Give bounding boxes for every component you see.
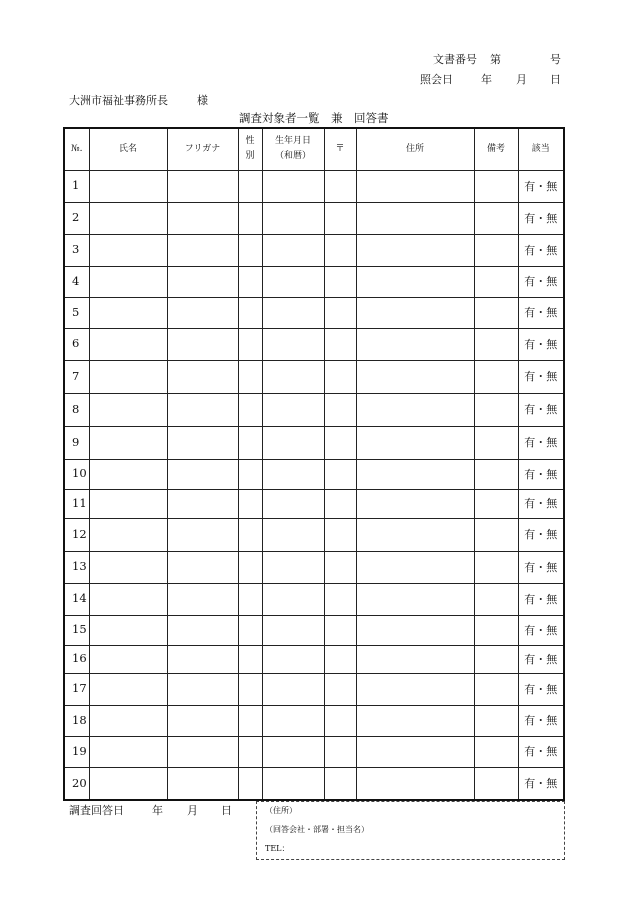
col-address: 住所: [356, 128, 474, 170]
blank-cell: [238, 202, 262, 234]
blank-cell: [474, 615, 518, 645]
applicable-status: 有・無: [518, 202, 564, 234]
honorific: 様: [197, 94, 208, 107]
table-row: [64, 426, 564, 459]
blank-cell: [474, 583, 518, 615]
blank-cell: [356, 736, 474, 767]
blank-cell: [89, 328, 167, 360]
blank-cell: [89, 489, 167, 518]
row-number: 4: [64, 266, 89, 297]
blank-cell: [474, 328, 518, 360]
blank-cell: [167, 170, 238, 202]
blank-cell: [167, 234, 238, 266]
blank-cell: [89, 360, 167, 393]
row-number: 16: [64, 645, 89, 673]
blank-cell: [167, 551, 238, 583]
table-row: [64, 360, 564, 393]
blank-cell: [474, 266, 518, 297]
blank-cell: [324, 170, 356, 202]
blank-cell: [324, 266, 356, 297]
blank-cell: [262, 202, 324, 234]
col-applicable: 該当: [518, 128, 564, 170]
row-number: 10: [64, 459, 89, 489]
blank-cell: [474, 202, 518, 234]
blank-cell: [89, 459, 167, 489]
table-row: [64, 736, 564, 767]
blank-cell: [167, 202, 238, 234]
blank-cell: [356, 234, 474, 266]
row-number: 3: [64, 234, 89, 266]
table-row: [64, 615, 564, 645]
row-number: 6: [64, 328, 89, 360]
blank-cell: [356, 518, 474, 551]
col-birthdate-line1: 生年月日: [274, 136, 311, 147]
blank-cell: [238, 426, 262, 459]
col-remarks: 備考: [474, 128, 518, 170]
blank-cell: [474, 645, 518, 673]
blank-cell: [474, 297, 518, 328]
blank-cell: [324, 518, 356, 551]
col-name: 氏名: [89, 128, 167, 170]
blank-cell: [324, 615, 356, 645]
blank-cell: [167, 518, 238, 551]
col-postal: 〒: [324, 128, 356, 170]
blank-cell: [167, 328, 238, 360]
table-row: [64, 297, 564, 328]
blank-cell: [167, 673, 238, 705]
blank-cell: [167, 266, 238, 297]
blank-cell: [356, 489, 474, 518]
applicable-status: 有・無: [518, 459, 564, 489]
blank-cell: [238, 489, 262, 518]
blank-cell: [89, 673, 167, 705]
blank-cell: [262, 266, 324, 297]
blank-cell: [262, 736, 324, 767]
row-number: 20: [64, 767, 89, 800]
answer-box: [256, 801, 565, 860]
answer-day-label: 日: [221, 804, 232, 817]
blank-cell: [324, 360, 356, 393]
blank-cell: [262, 645, 324, 673]
blank-cell: [238, 673, 262, 705]
row-number: 18: [64, 705, 89, 736]
applicable-status: 有・無: [518, 645, 564, 673]
blank-cell: [356, 202, 474, 234]
blank-cell: [324, 489, 356, 518]
row-number: 15: [64, 615, 89, 645]
blank-cell: [89, 767, 167, 800]
blank-cell: [167, 459, 238, 489]
blank-cell: [238, 328, 262, 360]
blank-cell: [262, 328, 324, 360]
blank-cell: [238, 266, 262, 297]
blank-cell: [262, 551, 324, 583]
applicable-status: 有・無: [518, 551, 564, 583]
blank-cell: [262, 170, 324, 202]
blank-cell: [262, 705, 324, 736]
row-number: 11: [64, 489, 89, 518]
blank-cell: [238, 615, 262, 645]
blank-cell: [324, 551, 356, 583]
doc-number-suffix: 号: [550, 53, 561, 66]
table-row: [64, 170, 564, 202]
page-title: 調査対象者一覧 兼 回答書: [239, 111, 389, 125]
applicable-status: 有・無: [518, 736, 564, 767]
blank-cell: [89, 234, 167, 266]
blank-cell: [356, 360, 474, 393]
applicable-status: 有・無: [518, 328, 564, 360]
applicable-status: 有・無: [518, 615, 564, 645]
blank-cell: [89, 615, 167, 645]
blank-cell: [89, 551, 167, 583]
blank-cell: [167, 615, 238, 645]
blank-cell: [262, 673, 324, 705]
table-row: [64, 673, 564, 705]
blank-cell: [324, 234, 356, 266]
blank-cell: [324, 426, 356, 459]
blank-cell: [238, 518, 262, 551]
blank-cell: [167, 583, 238, 615]
blank-cell: [474, 360, 518, 393]
row-number: 9: [64, 426, 89, 459]
blank-cell: [356, 767, 474, 800]
inquiry-day-label: 日: [550, 73, 561, 86]
table-row: [64, 202, 564, 234]
blank-cell: [324, 328, 356, 360]
table-row: [64, 234, 564, 266]
blank-cell: [238, 170, 262, 202]
blank-cell: [238, 736, 262, 767]
blank-cell: [167, 645, 238, 673]
blank-cell: [167, 705, 238, 736]
blank-cell: [356, 615, 474, 645]
inquiry-month-label: 月: [516, 73, 527, 86]
col-birthdate: [262, 128, 324, 170]
blank-cell: [324, 645, 356, 673]
blank-cell: [262, 489, 324, 518]
blank-cell: [324, 673, 356, 705]
answer-tel-label: TEL：: [265, 844, 290, 853]
blank-cell: [324, 393, 356, 426]
blank-cell: [474, 705, 518, 736]
table-row: [64, 583, 564, 615]
col-birthdate-line2: （和暦）: [274, 151, 311, 162]
blank-cell: [89, 266, 167, 297]
row-number: 2: [64, 202, 89, 234]
applicable-status: 有・無: [518, 489, 564, 518]
blank-cell: [324, 583, 356, 615]
blank-cell: [356, 393, 474, 426]
row-number: 13: [64, 551, 89, 583]
blank-cell: [167, 426, 238, 459]
blank-cell: [262, 426, 324, 459]
blank-cell: [262, 459, 324, 489]
blank-cell: [89, 426, 167, 459]
row-number: 17: [64, 673, 89, 705]
blank-cell: [167, 489, 238, 518]
blank-cell: [324, 736, 356, 767]
applicable-status: 有・無: [518, 583, 564, 615]
blank-cell: [356, 673, 474, 705]
row-number: 8: [64, 393, 89, 426]
blank-cell: [89, 297, 167, 328]
applicable-status: 有・無: [518, 297, 564, 328]
table-row: [64, 393, 564, 426]
answer-company-label: （回答会社・部署・担当名）: [265, 825, 369, 834]
blank-cell: [262, 767, 324, 800]
blank-cell: [167, 393, 238, 426]
applicable-status: 有・無: [518, 767, 564, 800]
blank-cell: [474, 170, 518, 202]
blank-cell: [356, 645, 474, 673]
table-row: [64, 266, 564, 297]
blank-cell: [356, 551, 474, 583]
blank-cell: [474, 393, 518, 426]
blank-cell: [474, 459, 518, 489]
blank-cell: [238, 767, 262, 800]
blank-cell: [89, 705, 167, 736]
col-gender-line2: 別: [245, 151, 255, 162]
answer-year-label: 年: [152, 804, 163, 817]
blank-cell: [474, 551, 518, 583]
blank-cell: [324, 705, 356, 736]
blank-cell: [89, 393, 167, 426]
table-row: [64, 767, 564, 800]
blank-cell: [167, 360, 238, 393]
blank-cell: [262, 518, 324, 551]
blank-cell: [238, 297, 262, 328]
blank-cell: [356, 459, 474, 489]
applicable-status: 有・無: [518, 360, 564, 393]
blank-cell: [474, 673, 518, 705]
applicable-status: 有・無: [518, 705, 564, 736]
blank-cell: [262, 360, 324, 393]
applicable-status: 有・無: [518, 234, 564, 266]
blank-cell: [89, 518, 167, 551]
row-number: 19: [64, 736, 89, 767]
blank-cell: [356, 297, 474, 328]
col-furigana: フリガナ: [167, 128, 238, 170]
table-header-row: [64, 128, 564, 170]
blank-cell: [474, 426, 518, 459]
row-number: 12: [64, 518, 89, 551]
blank-cell: [262, 583, 324, 615]
blank-cell: [356, 328, 474, 360]
applicable-status: 有・無: [518, 393, 564, 426]
applicable-status: 有・無: [518, 518, 564, 551]
blank-cell: [167, 767, 238, 800]
blank-cell: [474, 736, 518, 767]
blank-cell: [89, 736, 167, 767]
applicable-status: 有・無: [518, 673, 564, 705]
blank-cell: [238, 360, 262, 393]
answer-address-label: （住所）: [265, 806, 297, 815]
table-row: [64, 328, 564, 360]
blank-cell: [262, 234, 324, 266]
blank-cell: [89, 202, 167, 234]
table-row: [64, 489, 564, 518]
blank-cell: [356, 170, 474, 202]
blank-cell: [238, 645, 262, 673]
blank-cell: [262, 615, 324, 645]
inquiry-year-label: 年: [481, 73, 492, 86]
blank-cell: [262, 297, 324, 328]
table-row: [64, 551, 564, 583]
row-number: 1: [64, 170, 89, 202]
blank-cell: [238, 234, 262, 266]
col-gender: [238, 128, 262, 170]
applicable-status: 有・無: [518, 426, 564, 459]
blank-cell: [474, 489, 518, 518]
answer-month-label: 月: [187, 804, 198, 817]
blank-cell: [238, 551, 262, 583]
blank-cell: [238, 459, 262, 489]
blank-cell: [356, 583, 474, 615]
doc-number-prefix: 第: [490, 53, 501, 66]
blank-cell: [324, 202, 356, 234]
col-gender-line1: 性: [245, 136, 255, 147]
row-number: 5: [64, 297, 89, 328]
blank-cell: [356, 705, 474, 736]
blank-cell: [238, 583, 262, 615]
applicable-status: 有・無: [518, 266, 564, 297]
survey-table: [63, 127, 565, 801]
blank-cell: [356, 426, 474, 459]
addressee: 大洲市福祉事務所長: [69, 94, 168, 107]
blank-cell: [324, 459, 356, 489]
blank-cell: [356, 266, 474, 297]
col-no: №.: [64, 128, 89, 170]
blank-cell: [238, 705, 262, 736]
table-row: [64, 645, 564, 673]
blank-cell: [167, 736, 238, 767]
table-row: [64, 459, 564, 489]
table-row: [64, 518, 564, 551]
blank-cell: [89, 583, 167, 615]
row-number: 14: [64, 583, 89, 615]
table-row: [64, 705, 564, 736]
answer-date-label: 調査回答日: [69, 804, 124, 817]
blank-cell: [474, 518, 518, 551]
blank-cell: [89, 170, 167, 202]
blank-cell: [238, 393, 262, 426]
inquiry-date-label: 照会日: [420, 73, 453, 86]
doc-number-label: 文書番号: [433, 53, 477, 66]
blank-cell: [324, 767, 356, 800]
blank-cell: [262, 393, 324, 426]
blank-cell: [324, 297, 356, 328]
applicable-status: 有・無: [518, 170, 564, 202]
blank-cell: [474, 234, 518, 266]
row-number: 7: [64, 360, 89, 393]
blank-cell: [167, 297, 238, 328]
blank-cell: [89, 645, 167, 673]
blank-cell: [474, 767, 518, 800]
